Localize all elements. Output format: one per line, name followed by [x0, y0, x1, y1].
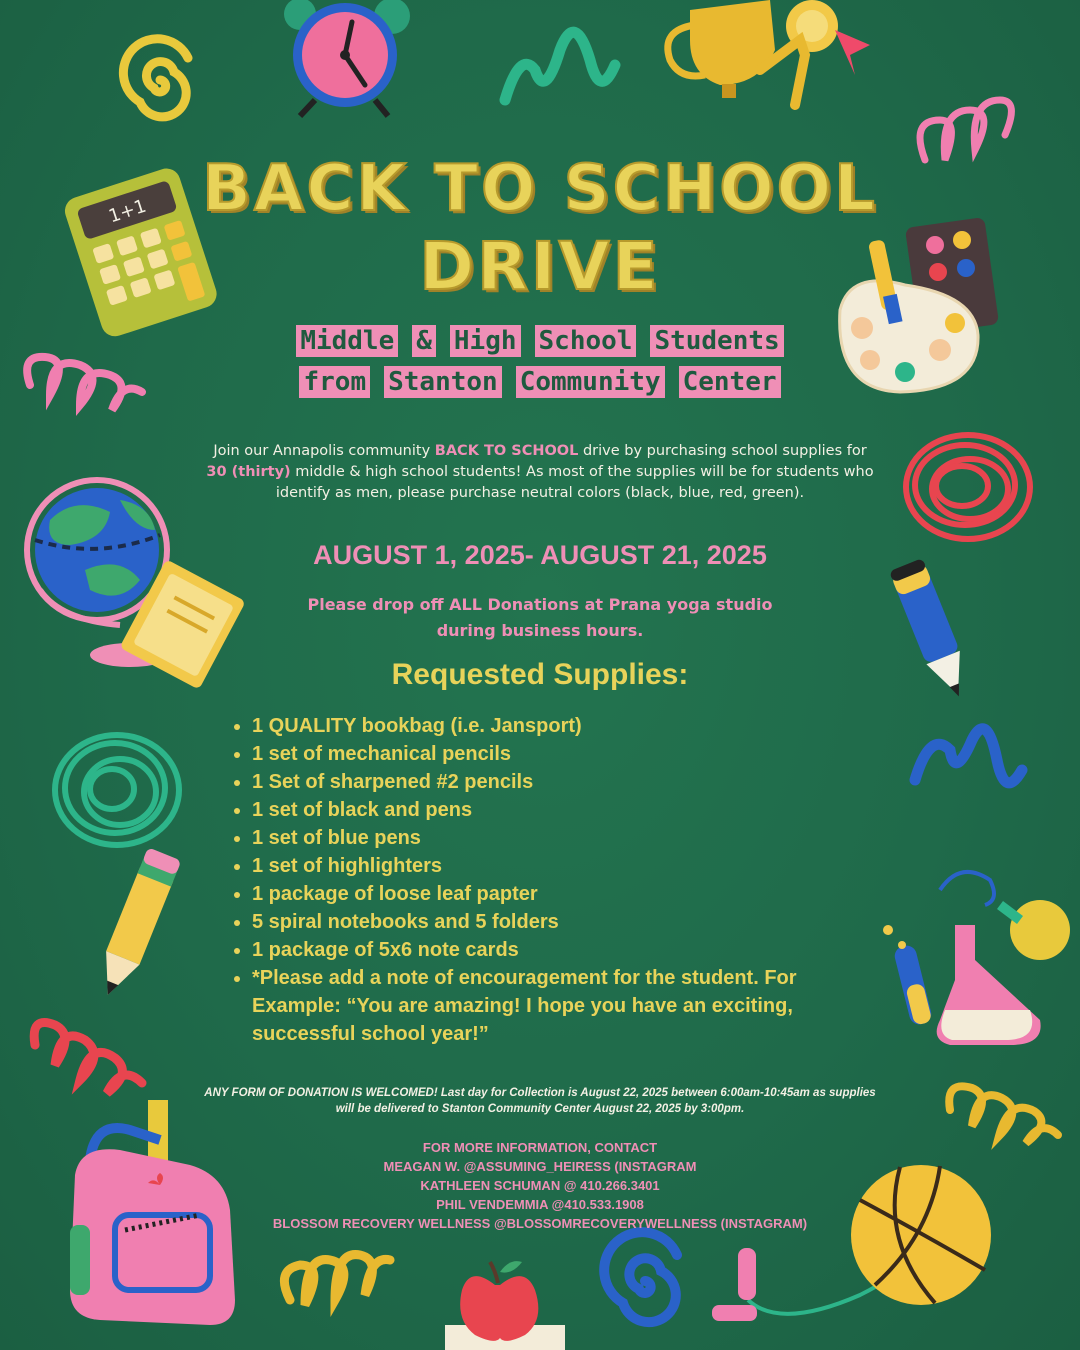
flask-icon — [883, 872, 1070, 1045]
dropoff-note: Please drop off ALL Donations at Prana yoga studio during business hours. — [307, 595, 773, 640]
contact-line: FOR MORE INFORMATION, CONTACT — [422, 1140, 658, 1155]
squiggle-icon — [920, 100, 1011, 160]
title-line-1: BACK TO SCHOOL — [202, 152, 878, 226]
intro-text: middle & high school students! As most of the supplies will be for students who identify as men, please purchase neutral colors (black, blue, red, green). — [275, 464, 874, 501]
donation-note: ANY FORM OF DONATION IS WELCOMED! Last day for Collection is August 22, 2025 between 6:00am-10:45am as supplies will be delivered to Stanton Community Center August 22, 2025 by 3:00pm. — [204, 1087, 876, 1115]
contact-line: PHIL VENDEMMIA @410.533.1908 — [436, 1197, 644, 1212]
trophy-icon — [668, 0, 870, 105]
swirl-icon — [604, 1232, 677, 1322]
squiggle-icon — [915, 729, 1022, 783]
subtitle-word: Center — [679, 366, 781, 398]
title-line-2: DRIVE — [419, 228, 661, 305]
intro-text: drive by purchasing school supplies for — [578, 443, 867, 459]
pencil-icon — [91, 847, 181, 1001]
list-item: • 1 set of highlighters — [252, 852, 882, 880]
supplies-list — [230, 712, 882, 1048]
list-item: • 1 set of mechanical pencils — [252, 740, 882, 768]
list-item: • 1 set of blue pens — [252, 824, 882, 852]
squiggle-icon — [505, 32, 615, 100]
requested-supplies-heading: Requested Supplies: — [391, 658, 689, 691]
swirl-icon — [123, 39, 188, 117]
subtitle-word: Students — [650, 325, 783, 357]
intro-text: Join our Annapolis community — [213, 443, 435, 459]
squiggle-icon — [34, 1023, 142, 1094]
intro-highlight: BACK TO SCHOOL — [434, 443, 579, 459]
intro-highlight: 30 (thirty) — [206, 464, 291, 480]
subtitle-word: from — [299, 366, 370, 398]
subtitle-word: School — [535, 325, 637, 357]
subtitle-word: Stanton — [384, 366, 502, 398]
squiggle-icon — [949, 1086, 1058, 1143]
contact-line: MEAGAN W. @ASSUMING_HEIRESS (INSTAGRAM — [383, 1159, 697, 1174]
scribble-icon — [55, 735, 179, 845]
list-item: • 5 spiral notebooks and 5 folders — [252, 908, 882, 936]
contact-line: KATHLEEN SCHUMAN @ 410.266.3401 — [420, 1178, 660, 1193]
calculator-display: 1+1 — [106, 195, 149, 228]
squiggle-icon — [284, 1255, 390, 1305]
subtitle-line-1 — [0, 325, 1080, 357]
contact-info — [180, 1138, 900, 1233]
subtitle-word: & — [412, 325, 436, 357]
alarm-clock-icon — [284, 0, 410, 116]
list-item: • 1 package of loose leaf papter — [252, 880, 882, 908]
list-item: • 1 set of black and pens — [252, 796, 882, 824]
subtitle-word: Community — [516, 366, 665, 398]
drive-dates: AUGUST 1, 2025- AUGUST 21, 2025 — [313, 540, 767, 570]
list-item: • 1 Set of sharpened #2 pencils — [252, 768, 882, 796]
list-item: • *Please add a note of encouragement for the student. For Example: “You are amazing! I hope you have an exciting, successful school year!” — [252, 964, 882, 1048]
apple-icon — [445, 1261, 565, 1350]
list-item: • 1 package of 5x6 note cards — [252, 936, 882, 964]
subtitle-line-2 — [0, 366, 1080, 398]
subtitle-word: Middle — [296, 325, 398, 357]
intro-paragraph — [205, 441, 875, 504]
list-item: • 1 QUALITY bookbag (i.e. Jansport) — [252, 712, 882, 740]
subtitle-word: High — [450, 325, 521, 357]
scribble-icon — [906, 435, 1030, 539]
contact-line: BLOSSOM RECOVERY WELLNESS @BLOSSOMRECOVERYWELLNESS (INSTAGRAM) — [272, 1216, 808, 1231]
